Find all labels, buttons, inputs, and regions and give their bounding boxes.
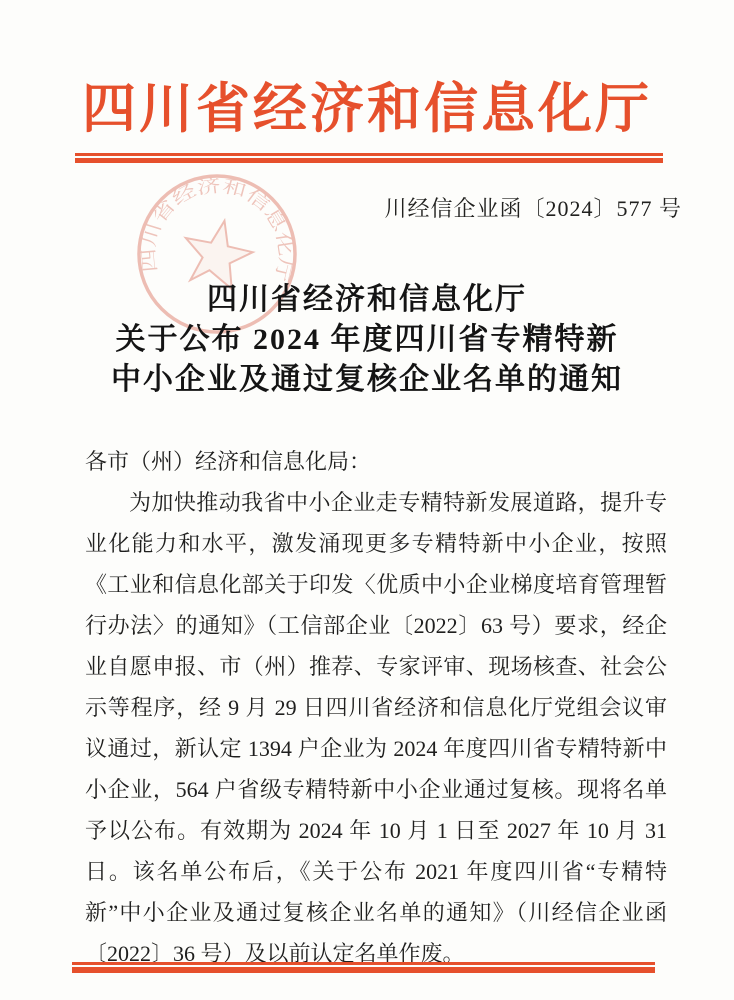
document-title-line2: 关于公布 2024 年度四川省专精特新 xyxy=(115,323,619,356)
letterhead-agency-name: 四川省经济和信息化厅 xyxy=(82,79,652,139)
document-title-line3: 中小企业及通过复核企业名单的通知 xyxy=(111,363,623,396)
body-paragraph: 为加快推动我省中小企业走专精特新发展道路，提升专业化能力和水平，激发涌现更多专精特新中小企业，按照《工业和信息化部关于印发〈优质中小企业梯度培育管理暂行办法〉的通知》（工信部企业〔2022〕63 号）要求，经企业自愿申报、市（州）推荐、专家评审、现场核查、社会公示等程序，经 9 月 29 日四川省经济和信息化厅党组会议审议通过，新认定 1394 户企业为 2024 年度四川省专精特新中小企业，564 户省级专精特新中小企业通过复核。现将名单予以公布。有效期为 2024 年 10 月 1 日至 2027 年 10 月 31 日。该名单公布后，《关于公布 2021 年度四川省“专精特新”中小企业及通过复核企业名单的通知》（川经信企业函〔2022〕36 号）及以前认定名单作废。 xyxy=(85,490,667,966)
document-title xyxy=(0,280,734,400)
seal-star-icon xyxy=(186,221,253,289)
footer-divider xyxy=(72,962,655,967)
letterhead-divider xyxy=(75,153,663,158)
salutation: 各市（州）经济和信息化局： xyxy=(85,449,372,474)
document-title-line1: 四川省经济和信息化厅 xyxy=(207,283,527,316)
seal-arc-text: 四川省经济和信息化厅 xyxy=(138,175,296,279)
document-body xyxy=(85,441,667,974)
document-number: 川经信企业函〔2024〕577 号 xyxy=(384,196,682,221)
